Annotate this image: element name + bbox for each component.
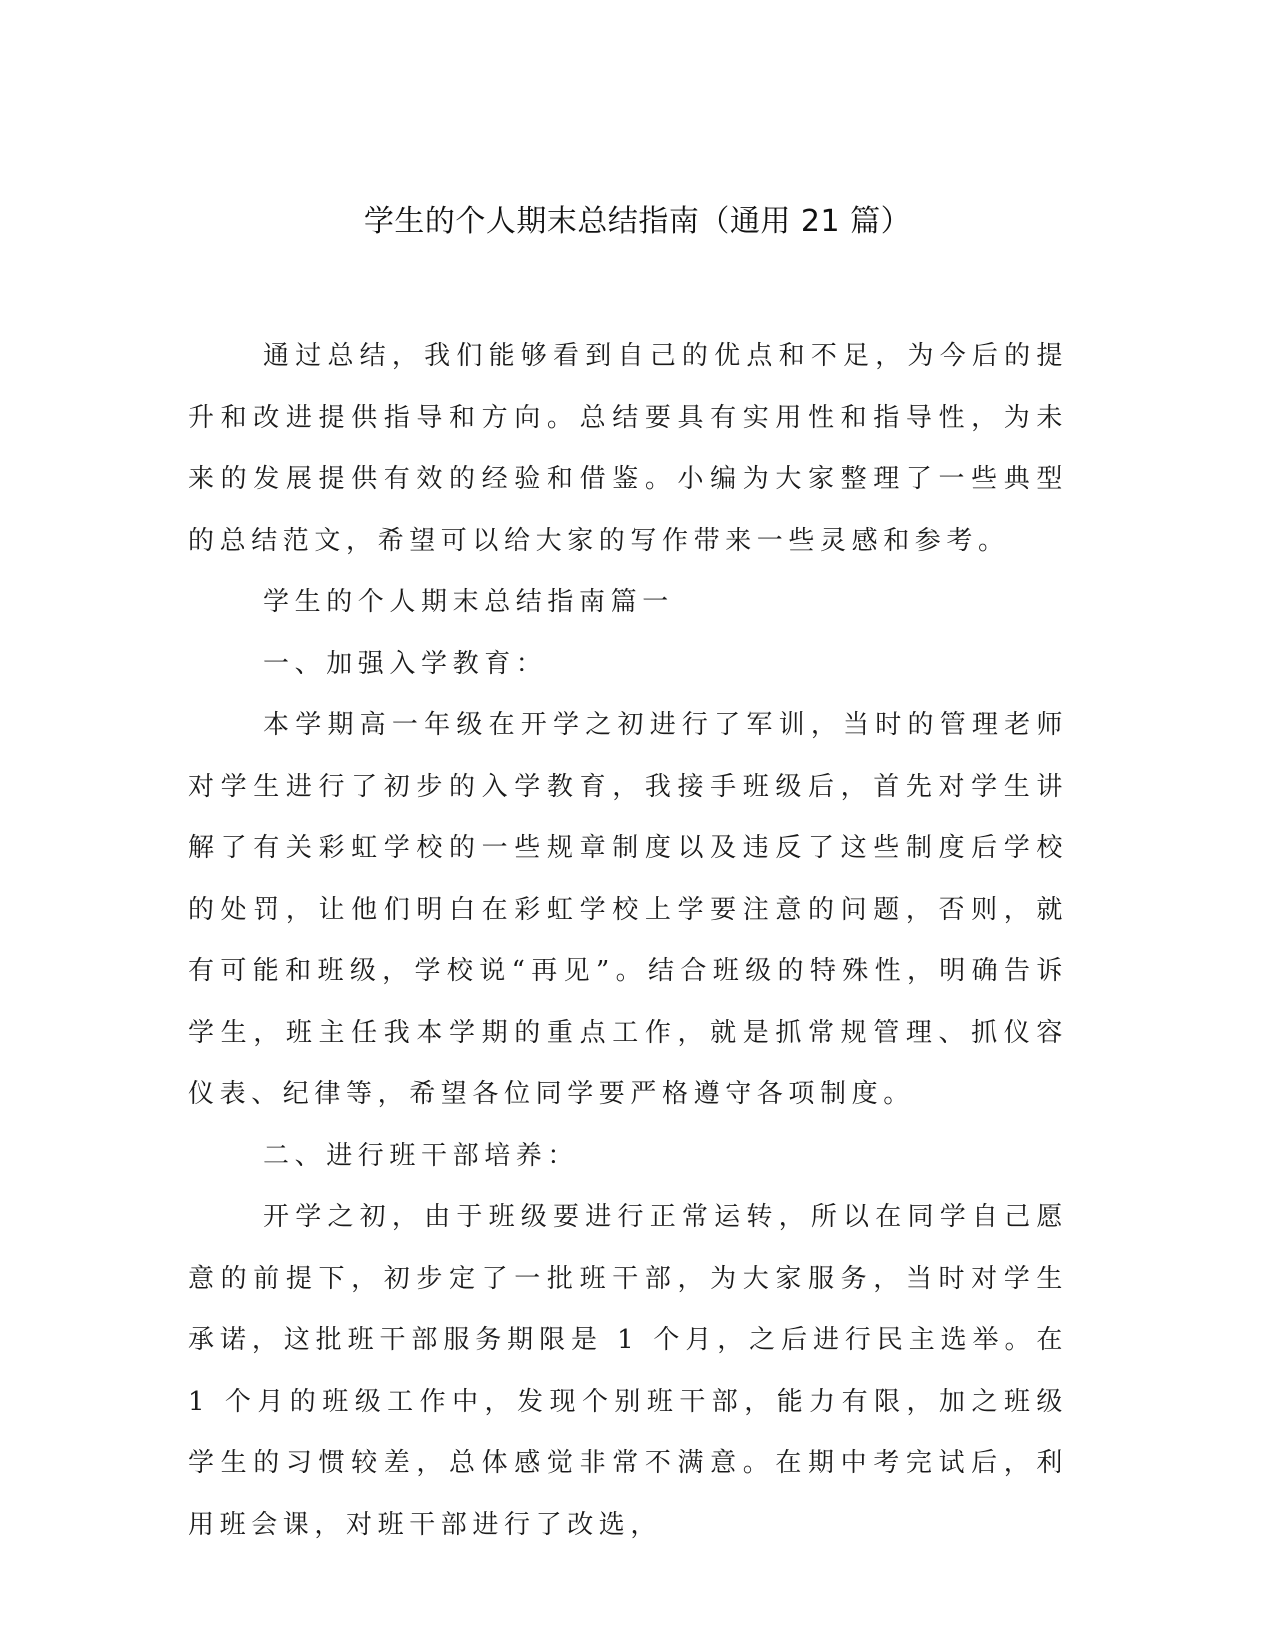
heading-1: 一、加强入学教育：: [263, 648, 548, 679]
document-title: 学生的个人期末总结指南（通用 21 篇）: [363, 204, 912, 239]
paragraph-1: 本学期高一年级在开学之初进行了军训，当时的管理老师对学生进行了初步的入学教育，我接手班级后，首先对学生讲解了有关彩虹学校的一些规章制度以及违反了这些制度后学校的处罚，让他们明白在彩虹学校上学要注意的问题，否则，就有可能和班级，学校说“再见”。结合班级的特殊性，明确告诉学生，班主任我本学期的重点工作，就是抓常规管理、抓仪容仪表、纪律等，希望各位同学要严格遵守各项制度。: [188, 710, 1068, 1109]
document-body: [188, 326, 1068, 1556]
paragraph-2: 开学之初，由于班级要进行正常运转，所以在同学自己愿意的前提下，初步定了一批班干部，为大家服务，当时对学生承诺，这批班干部服务期限是 1 个月，之后进行民主选举。在 1 个月的班级工作中，发现个别班干部，能力有限，加之班级学生的习惯较差，总体感觉非常不满意。在期中考完试后，利用班会课，对班干部进行了改选，: [188, 1202, 1068, 1540]
section-title: 学生的个人期末总结指南篇一: [263, 587, 674, 617]
intro-paragraph: 通过总结，我们能够看到自己的优点和不足，为今后的提升和改进提供指导和方向。总结要具有实用性和指导性，为未来的发展提供有效的经验和借鉴。小编为大家整理了一些典型的总结范文，希望可以给大家的写作带来一些灵感和参考。: [188, 341, 1068, 556]
heading-2: 二、进行班干部培养：: [263, 1140, 580, 1171]
